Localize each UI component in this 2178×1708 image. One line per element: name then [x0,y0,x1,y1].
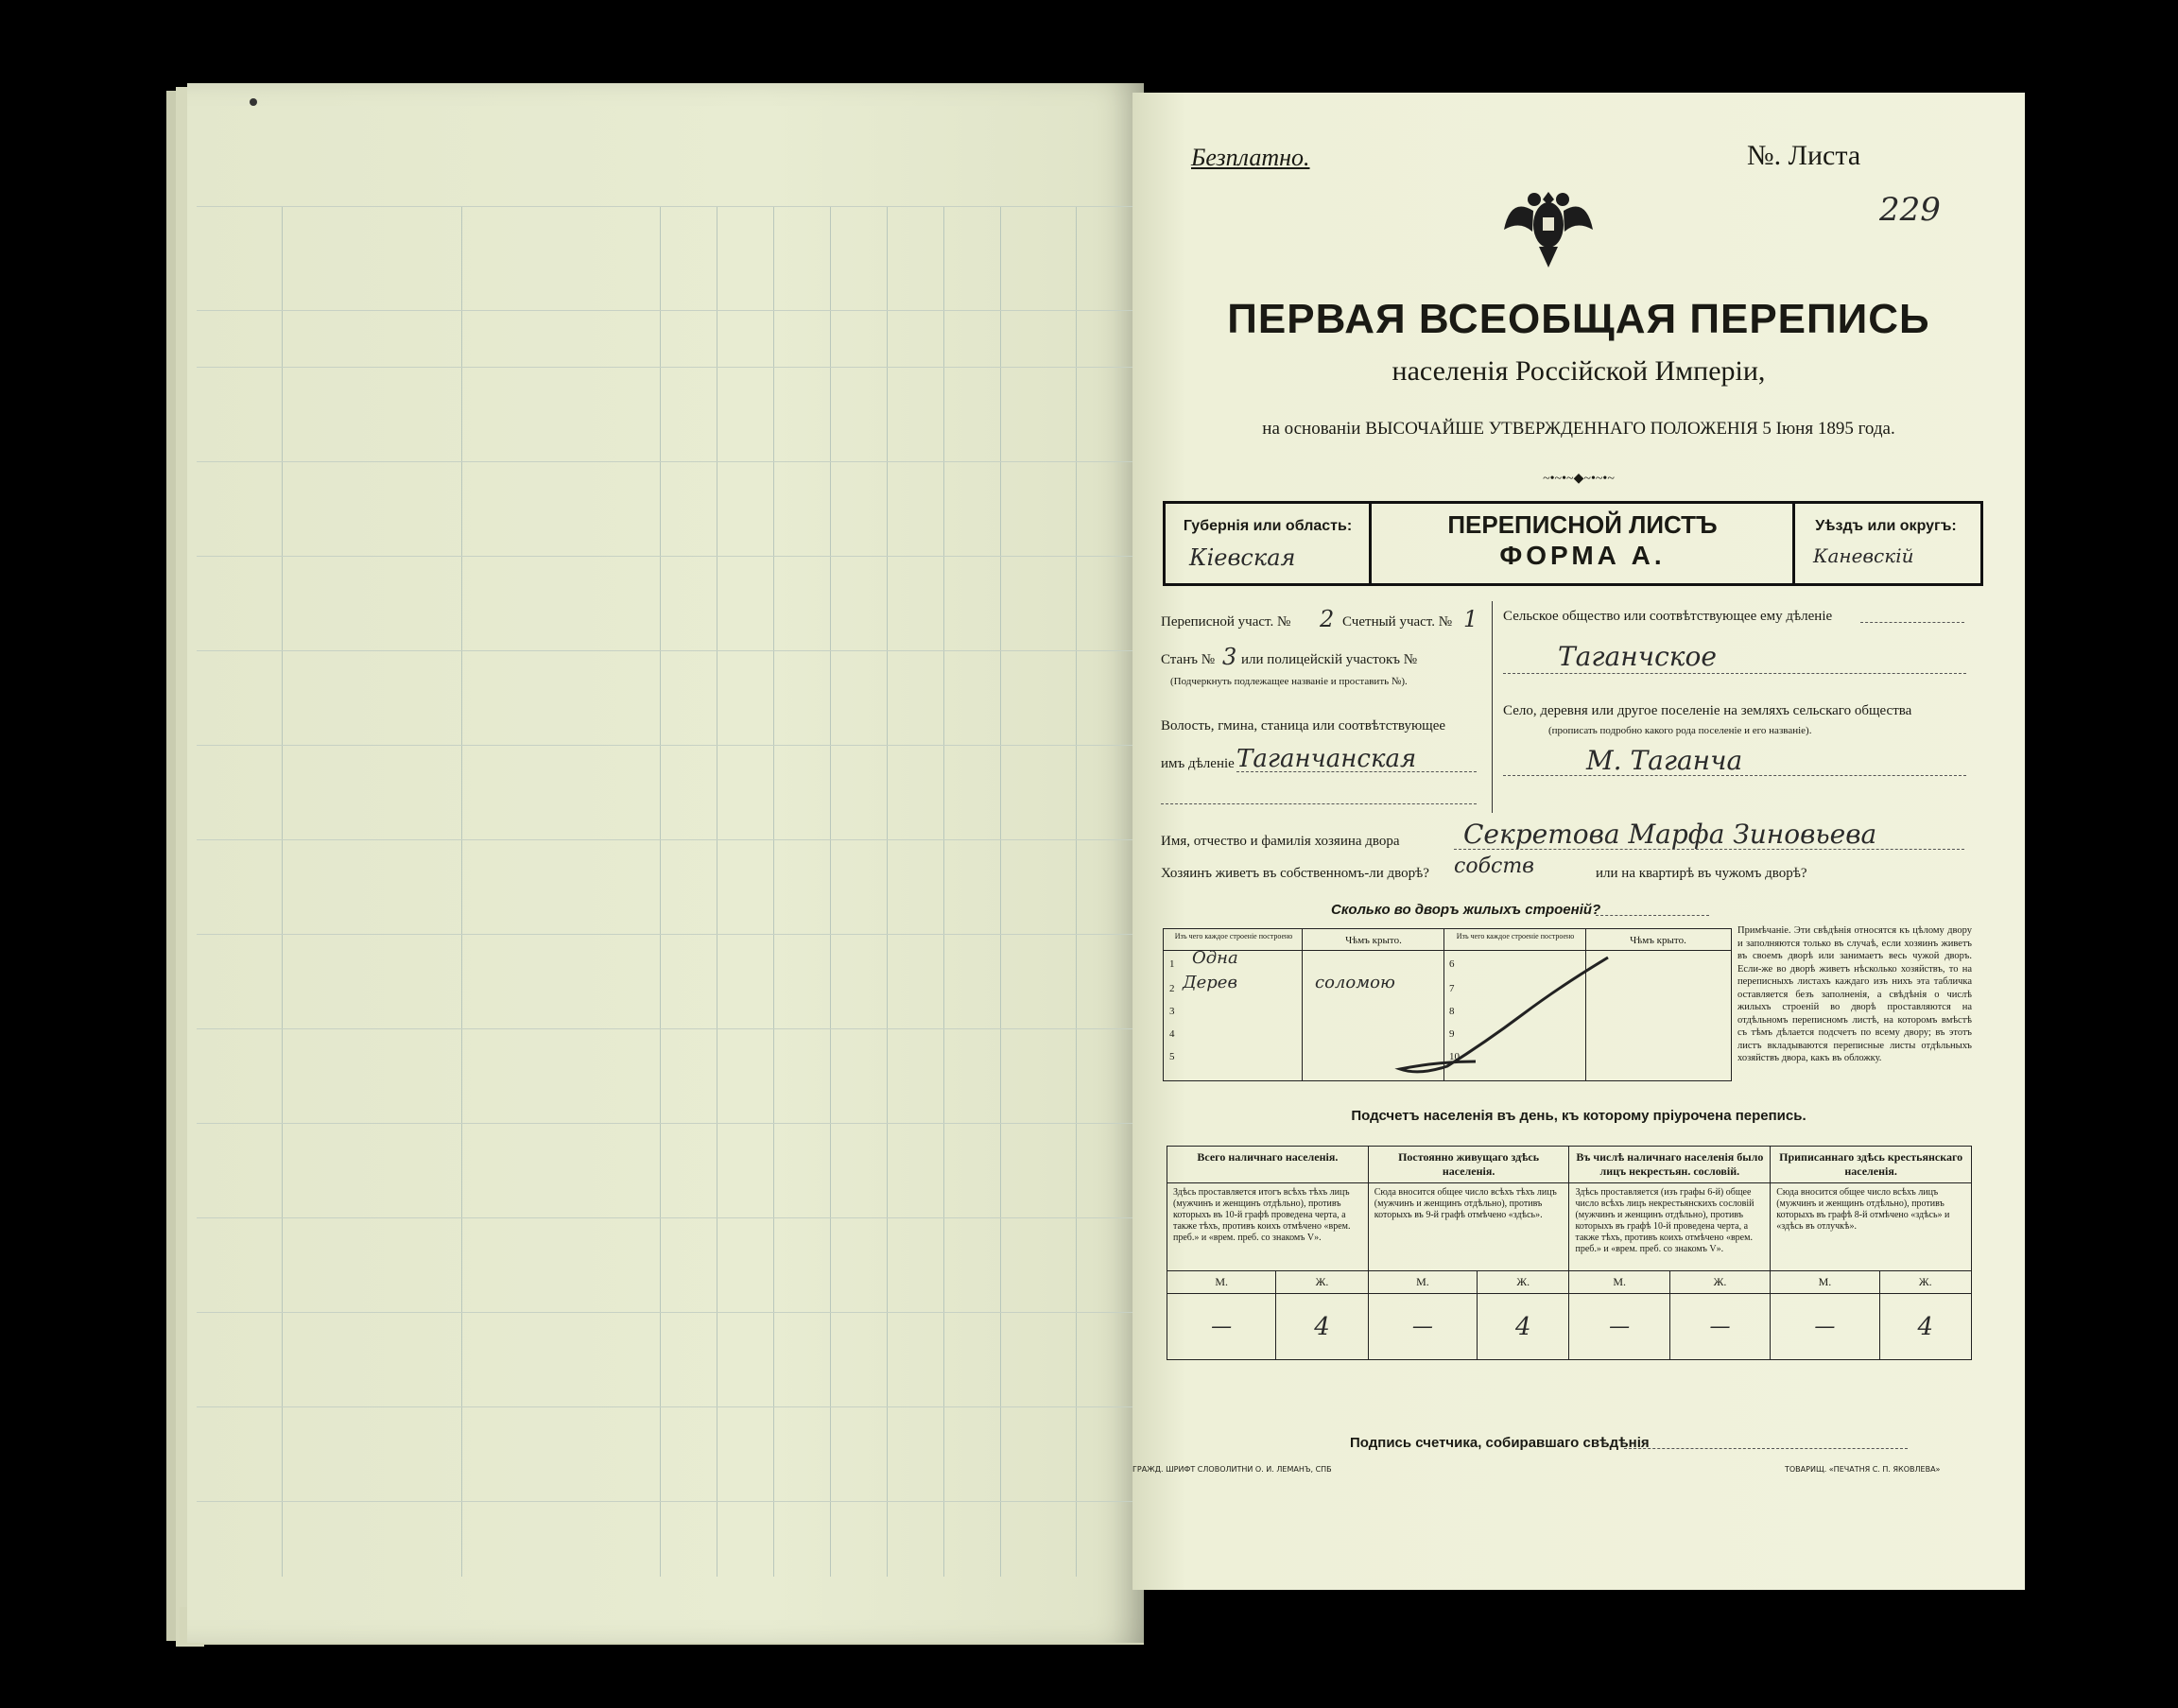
grid-line [197,367,1134,368]
signature-label: Подпись счетчика, собиравшаго свѣдѣнія [1350,1435,1650,1451]
buildings-note: Примѣчаніе. Эти свѣдѣнія относятся къ цѣлому двору и заполняются только въ случаѣ, если хозяинъ живетъ въ своемъ дворѣ или занимаетъ весь чужой дворъ. Если-же во дворѣ живетъ нѣсколько хозяйствъ, то на переписныхъ листахъ каждаго изъ нихъ эта табличка оставляется безъ заполненія, а свѣдѣнія о числѣ жилыхъ строеній во дворѣ проставляются на отдѣльномъ переписномъ листѣ, на которомъ вмѣстѣ съ тѣмъ дѣлается подсчетъ по всему двору; въ этотъ листъ вкладываются переписные листы отдѣльныхъ хозяйствъ двора, какъ въ обложку. [1737,925,1972,1063]
village-line [1503,775,1966,776]
header-divider [1369,501,1372,586]
owner-name-label: Имя, отчество и фамилія хозяина двора [1161,834,1400,849]
count-m-value: — [1569,1294,1669,1360]
grid-line [197,650,1134,651]
bt-row-material: Дерев [1183,973,1237,992]
sheet-number-value: 229 [1879,191,1941,229]
grid-line [197,556,1134,557]
ornament: ~•~•~◆~•~•~ [1543,472,1615,486]
strikethrough-mark [1334,948,1617,1080]
grid-line [943,206,944,1577]
census-district-value: 2 [1320,606,1335,632]
form-subtitle: населенія Россійской Имперіи, [1392,355,1766,387]
grid-line [197,461,1134,462]
binding-hole [250,98,257,106]
count-head: Всего наличнаго населенія. [1167,1147,1369,1183]
count-head: Приписаннаго здѣсь крестьянскаго населенія. [1771,1147,1972,1183]
count-f-label: Ж. [1478,1271,1569,1294]
grid-line [197,1217,1134,1218]
counting-district-value: 1 [1463,606,1478,632]
grid-line [830,206,831,1577]
village-label: Село, деревня или другое поселеніе на земляхъ сельскаго общества [1503,703,1912,718]
bt-row-num: 3 [1169,1006,1175,1017]
police-district-label: или полицейскій участокъ № [1241,652,1418,667]
census-district-label: Переписной участ. № [1161,614,1291,630]
uezd-value: Каневскій [1813,544,1914,567]
count-table [1167,1146,1972,1360]
volost-label: Волость, гмина, станица или соотвѣтствующее [1161,718,1446,733]
count-f-label: Ж. [1276,1271,1368,1294]
grid-line [197,934,1134,935]
grid-line [197,206,1134,207]
left-page [187,83,1144,1643]
grid-line [197,1028,1134,1029]
counting-district-label: Счетный участ. № [1342,614,1453,630]
printer-left: ГРАЖД. ШРИФТ СЛОВОЛИТНИ О. И. ЛЕМАНЪ, СПБ [1132,1465,1332,1474]
signature-line [1624,1448,1908,1449]
form-main-title: ПЕРВАЯ ВСЕОБЩАЯ ПЕРЕПИСЬ [1227,296,1930,342]
gubernia-value: Кіевская [1189,544,1296,571]
count-m-label: М. [1569,1271,1669,1294]
count-head: Постоянно живущаго здѣсь населенія. [1368,1147,1569,1183]
bt-row-num: 7 [1449,983,1455,994]
society-label: Сельское общество или соотвѣтствующее ему дѣленіе [1503,609,1833,624]
buildings-table [1163,928,1732,1081]
bt-row-num: 6 [1449,958,1455,970]
bt-col4: Чѣмъ крыто. [1630,935,1686,946]
count-m-label: М. [1368,1271,1477,1294]
count-desc: Здѣсь проставляется (изъ графы 6-й) общее число всѣхъ лицъ некрестьянскихъ сословій (мужчинъ и женщинъ отдѣльно), противъ которыхъ въ графѣ 10-й проведена черта, а также тѣхъ, противъ коихъ отмѣчено «врем. преб.» и «врем. преб. со знакомъ V». [1569,1183,1771,1271]
bt-row-num: 1 [1169,958,1175,970]
grid-line [887,206,888,1577]
village-value: М. Таганча [1586,745,1743,776]
count-desc: Сюда вносится общее число всѣхъ тѣхъ лицъ (мужчинъ и женщинъ отдѣльно), противъ которыхъ въ 9-й графѣ отмѣчено «здѣсь». [1368,1183,1569,1271]
census-form [1132,93,2025,1590]
count-title: Подсчетъ населенія въ день, къ которому пріурочена перепись. [1351,1108,1806,1124]
count-m-label: М. [1167,1271,1276,1294]
gubernia-label: Губернія или область: [1183,518,1353,534]
sheet-number [1747,140,1860,172]
bt-row-num: 10 [1449,1051,1460,1062]
bt-divider [1302,929,1303,1080]
free-label: Безплатно. [1191,144,1310,171]
owner-lives-label: Хозяинъ живетъ въ собственномъ-ли дворѣ? [1161,866,1429,881]
grid-line [197,839,1134,840]
stan-note: (Подчеркнуть подлежащее названіе и проставить №). [1170,676,1408,687]
grid-line [197,745,1134,746]
bt-row-num: 9 [1449,1028,1455,1040]
grid-line [773,206,774,1577]
bt-col2: Чѣмъ крыто. [1345,935,1402,946]
field-divider [1492,601,1493,813]
grid-line [197,310,1134,311]
count-m-label: М. [1771,1271,1879,1294]
count-f-value: 4 [1478,1294,1569,1360]
grid-line [282,206,283,1577]
grid-line [197,1406,1134,1407]
stan-label: Станъ № [1161,652,1216,667]
buildings-line [1596,915,1709,916]
society-line [1860,622,1964,623]
volost-label-2: имъ дѣленіе [1161,756,1235,771]
bt-row-num: 5 [1169,1051,1175,1062]
volost-line [1236,771,1477,772]
bt-col3: Изъ чего каждое строеніе построено [1456,932,1575,940]
buildings-question: Сколько во дворъ жилыхъ строеній? [1331,902,1601,918]
stan-value: 3 [1222,644,1237,670]
count-desc: Здѣсь проставляется итогъ всѣхъ тѣхъ лицъ (мужчинъ и женщинъ отдѣльно), противъ которыхъ въ 10-й графѣ проведена черта, а также тѣхъ, противъ коихъ отмѣчено «врем. преб.» и «врем. преб. со знакомъ V». [1167,1183,1369,1271]
grid-line [1000,206,1001,1577]
grid-line [461,206,462,1577]
grid-line [1076,206,1077,1577]
bt-row-roof: соломою [1315,973,1395,992]
count-head: Въ числѣ наличнаго населенія было лицъ некрестьян. сословій. [1569,1147,1771,1183]
society-value-line [1503,673,1966,674]
count-f-value: 4 [1879,1294,1971,1360]
count-f-label: Ж. [1669,1271,1770,1294]
bt-row-num: 4 [1169,1028,1175,1040]
grid-line [197,1123,1134,1124]
volost-line-2 [1161,803,1477,804]
grid-line [197,1501,1134,1502]
owner-name-line [1454,849,1964,850]
count-desc: Сюда вносится общее число всѣхъ лицъ (мужчинъ и женщинъ отдѣльно), противъ которыхъ въ графѣ 8-й отмѣчено «здѣсь» и «здѣсь въ отлучкѣ». [1771,1183,1972,1271]
form-name: ФОРМА А. [1499,541,1666,570]
village-note: (прописать подробно какого рода поселеніе и его названіе). [1548,725,1812,736]
count-m-value: — [1167,1294,1276,1360]
bt-row-material: Одна [1192,948,1238,968]
sheet-number-label: №. Листа [1747,140,1861,171]
uezd-label: Уѣздъ или округъ: [1815,518,1957,534]
double-headed-eagle-icon [1496,173,1600,277]
header-divider [1792,501,1795,586]
bt-row-num: 2 [1169,983,1175,994]
printer-right: ТОВАРИЩ. «ПЕЧАТНЯ С. П. ЯКОВЛЕВА» [1785,1465,1941,1474]
bt-row-num: 8 [1449,1006,1455,1017]
society-value: Таганчское [1558,641,1717,672]
owner-lives-value: собств [1454,854,1534,878]
count-f-value: 4 [1276,1294,1368,1360]
count-m-value: — [1771,1294,1879,1360]
grid-line [197,1312,1134,1313]
sheet-title: ПЕРЕПИСНОЙ ЛИСТЪ [1447,510,1718,539]
owner-name-value: Секретова Марфа Зиновьева [1463,819,1877,850]
count-f-value: — [1669,1294,1770,1360]
volost-value: Таганчанская [1236,745,1417,773]
owner-lives-label-2: или на квартирѣ въ чужомъ дворѣ? [1596,866,1807,881]
form-basis: на основаніи ВЫСОЧАЙШЕ УТВЕРЖДЕННАГО ПОЛОЖЕНІЯ 5 Іюня 1895 года. [1262,419,1895,439]
count-m-value: — [1368,1294,1477,1360]
grid-line [660,206,661,1577]
bt-col1: Изъ чего каждое строеніе построено [1174,932,1293,940]
count-f-label: Ж. [1879,1271,1971,1294]
